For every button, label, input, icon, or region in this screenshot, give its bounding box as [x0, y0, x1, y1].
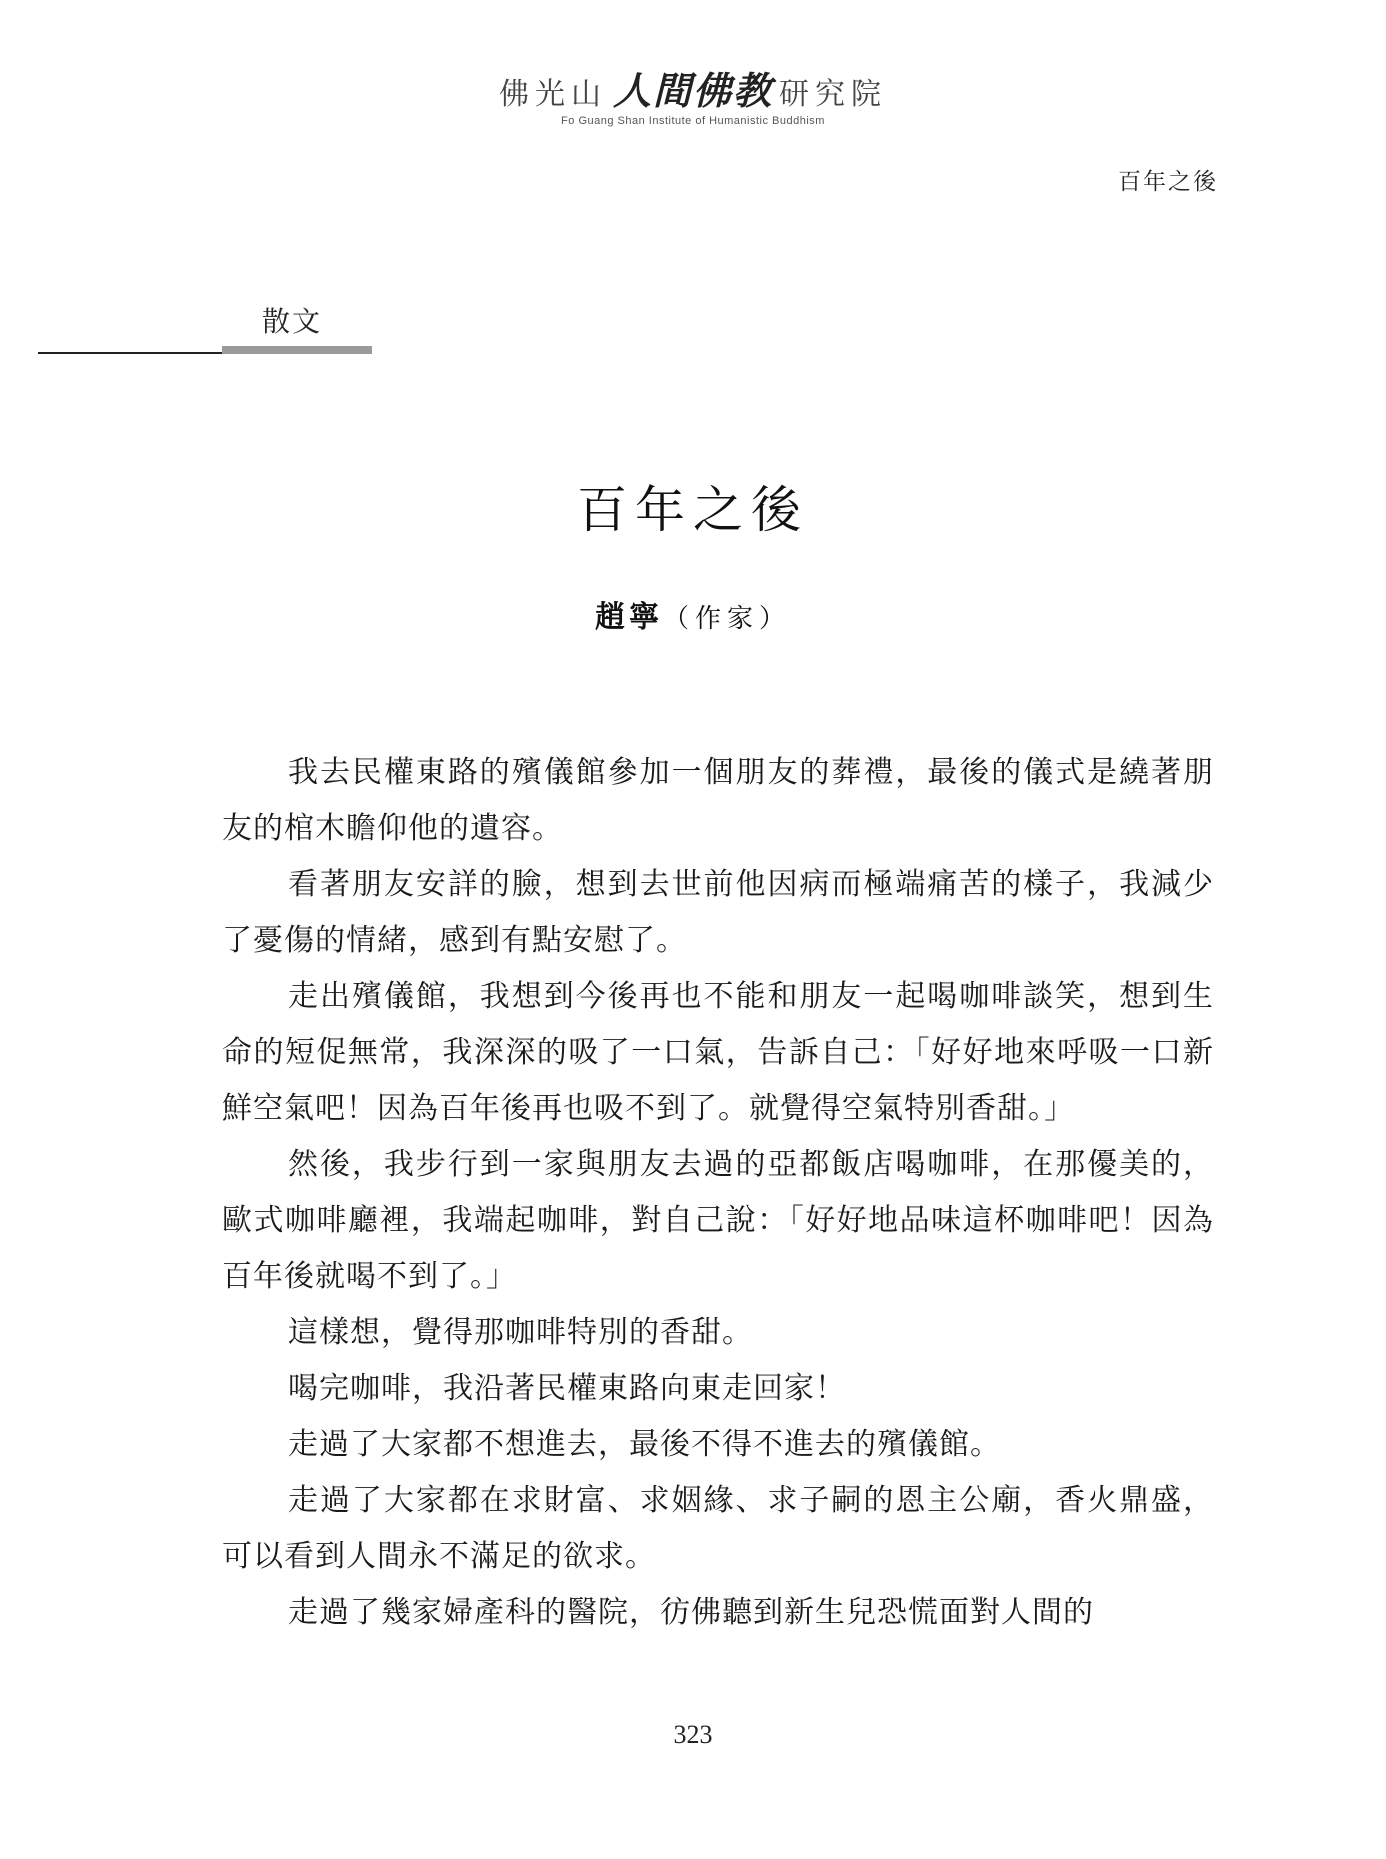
- paragraph: 喝完咖啡，我沿著民權東路向東走回家！: [288, 1371, 846, 1406]
- paragraph: 走過了大家都不想進去，最後不得不進去的殯儀館。: [288, 1427, 1001, 1462]
- paragraph: 我去民權東路的殯儀館參加一個朋友的葬禮，最後的儀式是繞著朋友的棺木瞻仰他的遺容。: [222, 755, 1214, 846]
- logo-left-text: 佛光山: [498, 77, 607, 112]
- institute-logo: [0, 60, 1386, 127]
- section-label: 散文: [262, 305, 323, 338]
- page-number: 323: [673, 1720, 713, 1749]
- logo-subtitle: Fo Guang Shan Institute of Humanistic Buddhism: [561, 115, 825, 127]
- logo-brush-text: 人間佛教: [612, 68, 773, 113]
- paragraph: 這樣想，覺得那咖啡特別的香甜。: [288, 1315, 753, 1350]
- paragraph: 走過了幾家婦產科的醫院，彷佛聽到新生兒恐慌面對人間的: [288, 1595, 1094, 1630]
- paragraph: 看著朋友安詳的臉，想到去世前他因病而極端痛苦的樣子，我減少了憂傷的情緒，感到有點安慰了。: [222, 867, 1214, 958]
- paragraph: 走過了大家都在求財富、求姻緣、求子嗣的恩主公廟，香火鼎盛，可以看到人間永不滿足的欲求。: [222, 1483, 1214, 1574]
- author-role: （作家）: [662, 604, 791, 634]
- article-body: [222, 745, 1214, 1641]
- article-author: [0, 592, 1386, 636]
- logo-title: [0, 60, 1386, 115]
- paragraph: 走出殯儀館，我想到今後再也不能和朋友一起喝咖啡談笑，想到生命的短促無常，我深深的吸了一口氣，告訴自己：「好好地來呼吸一口新鮮空氣吧！因為百年後再也吸不到了。就覺得空氣特別香甜。」: [222, 979, 1214, 1126]
- logo-right-text: 研究院: [779, 77, 887, 112]
- running-head: 百年之後: [1118, 169, 1218, 195]
- article-title: 百年之後: [577, 481, 809, 539]
- section-rule-accent: [222, 346, 372, 354]
- paragraph: 然後，我步行到一家與朋友去過的亞都飯店喝咖啡，在那優美的，歐式咖啡廳裡，我端起咖啡，對自己說：「好好地品味這杯咖啡吧！因為百年後就喝不到了。」: [222, 1147, 1214, 1294]
- author-name: 趙寧: [594, 600, 663, 635]
